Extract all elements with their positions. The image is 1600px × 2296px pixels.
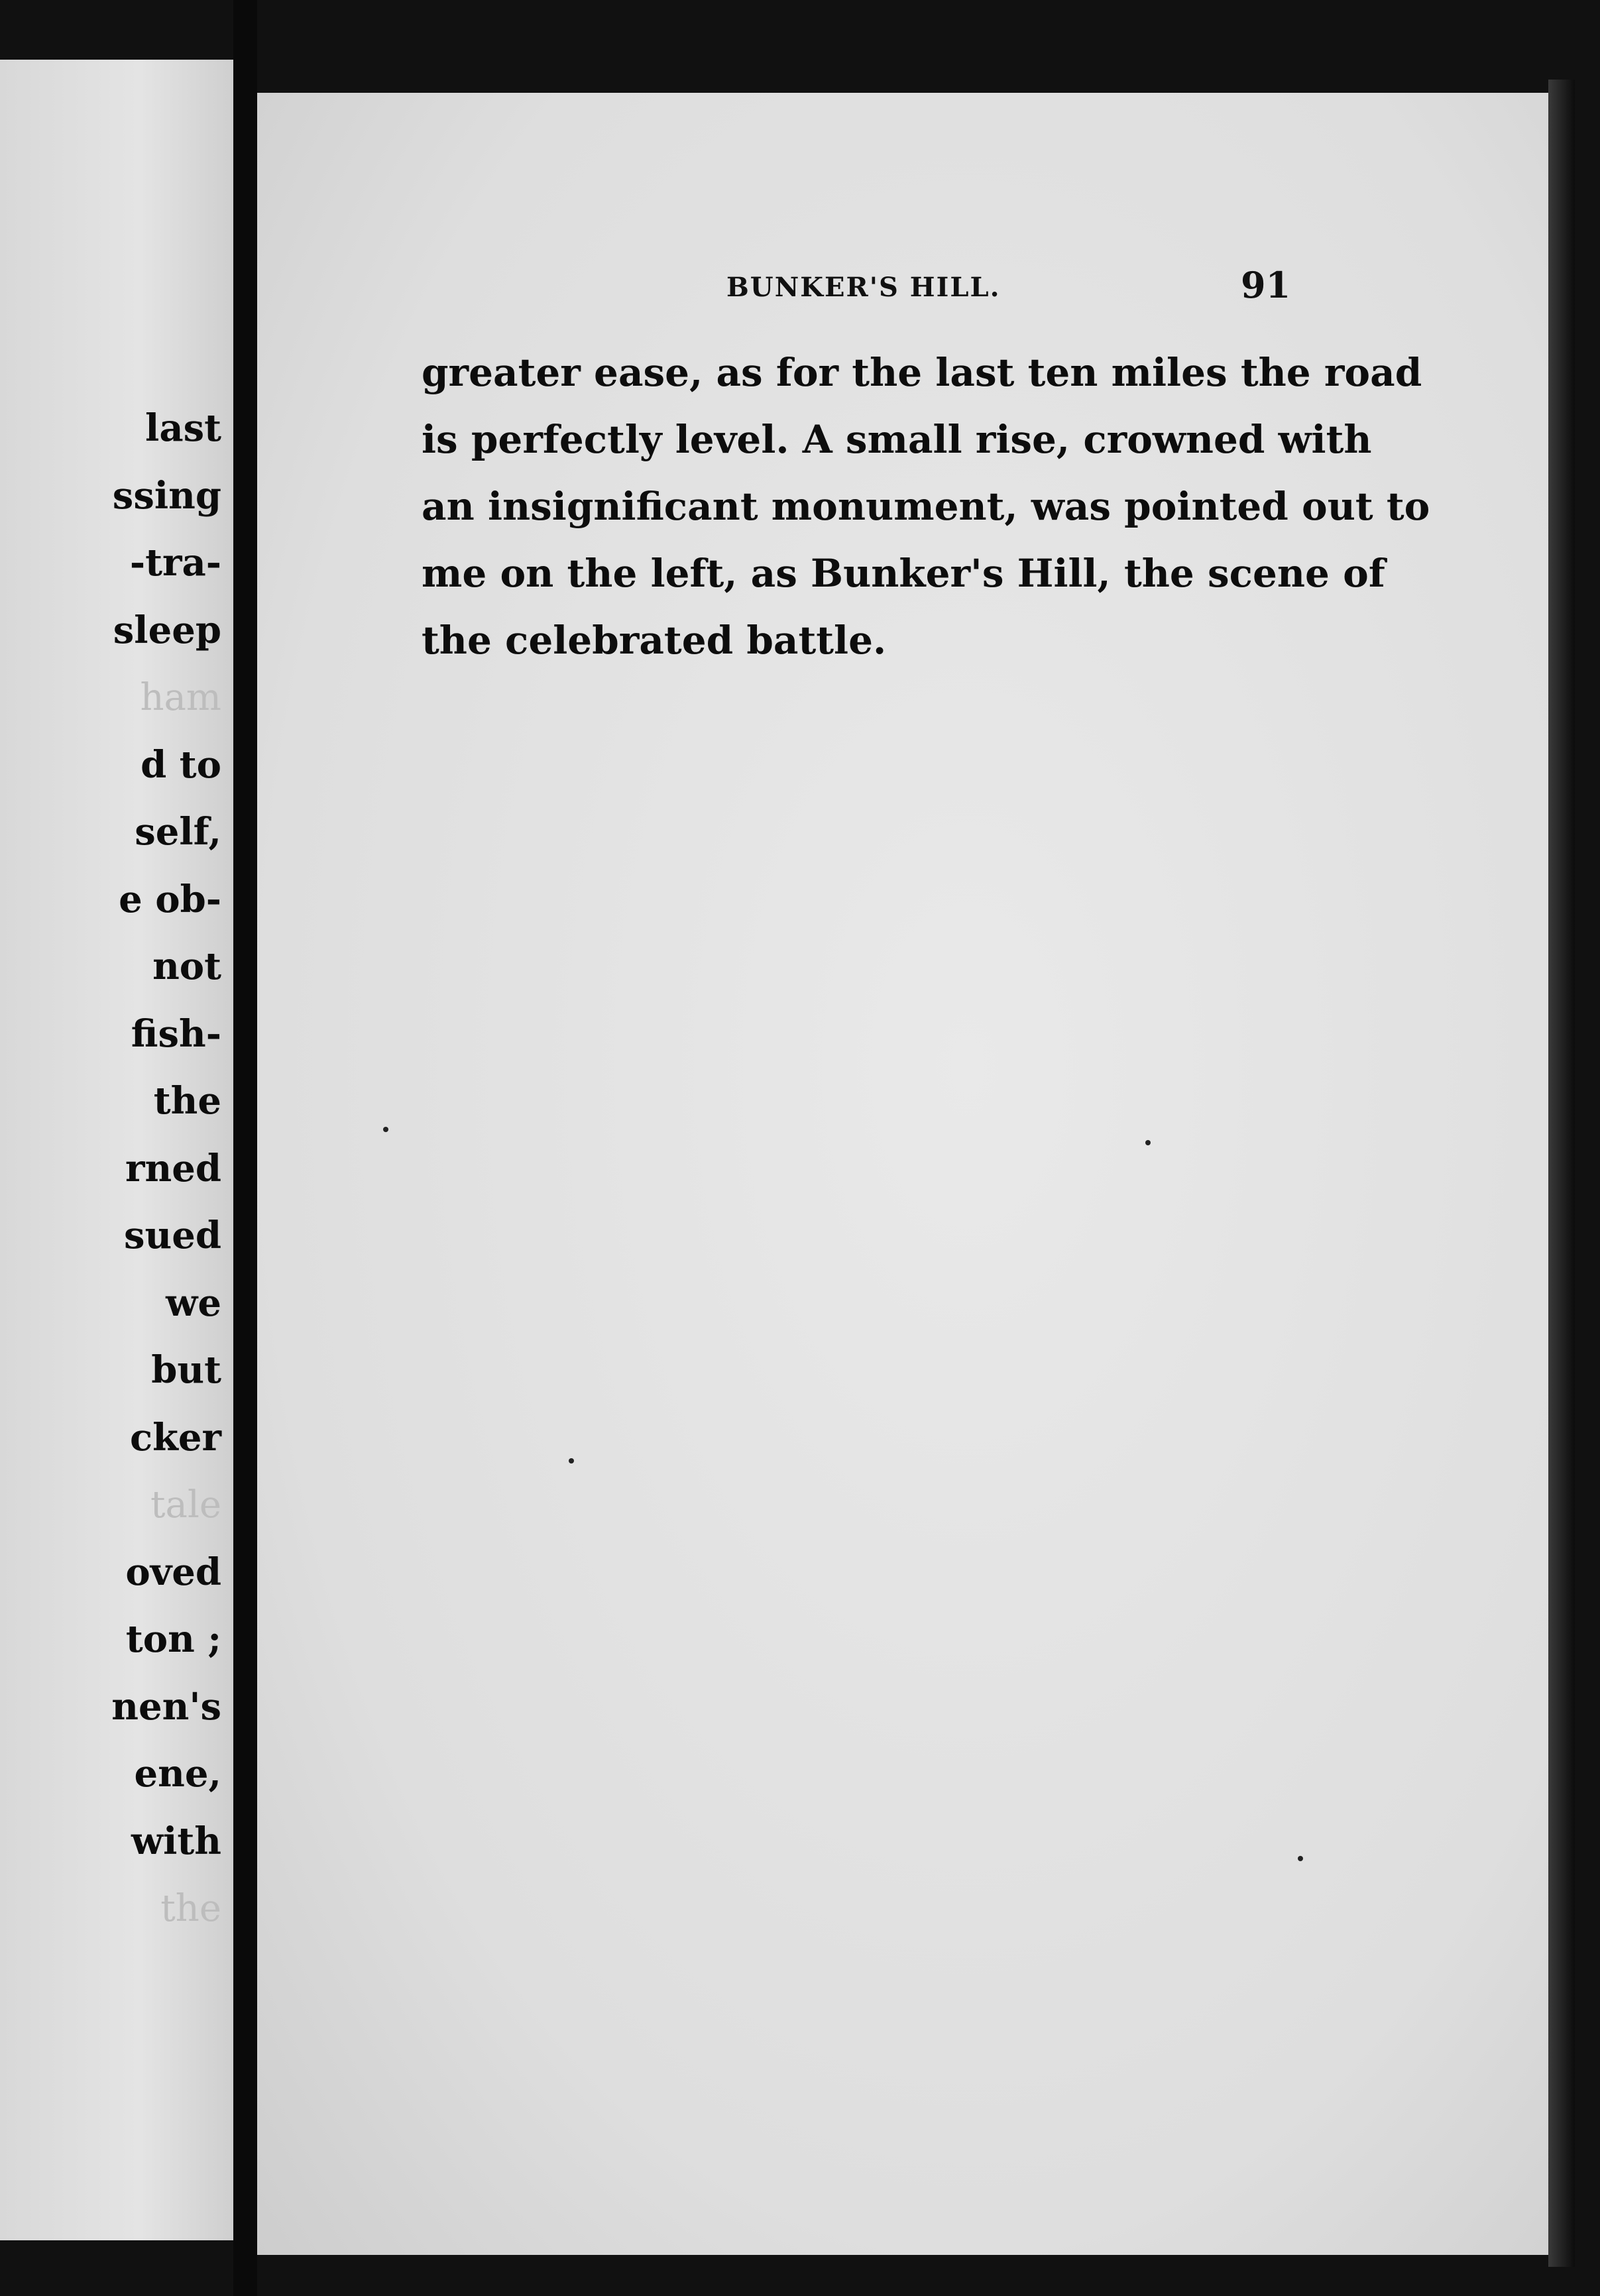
left-line: nen's [111, 1684, 221, 1729]
left-line: ene, [134, 1752, 221, 1796]
left-facing-page [0, 60, 233, 2240]
left-line: d to [141, 742, 221, 787]
left-line: ham [140, 676, 221, 719]
left-line: sleep [113, 608, 221, 652]
left-line: e ob- [119, 877, 221, 921]
left-line: but [151, 1348, 221, 1392]
running-head: BUNKER'S HILL. [726, 272, 1001, 303]
text-line: the celebrated battle. [422, 618, 887, 663]
left-page-text [111, 395, 221, 1943]
body-paragraph [422, 339, 1430, 674]
page-edge-shadow [1548, 80, 1575, 2267]
left-line: not [152, 945, 221, 988]
text-line: is perfectly level. A small rise, crowned with [422, 417, 1372, 462]
left-line: ssing [112, 473, 221, 518]
left-line: cker [129, 1415, 221, 1460]
left-line: we [166, 1281, 221, 1325]
left-line: sued [123, 1214, 221, 1257]
left-line: last [145, 406, 221, 450]
text-line: greater ease, as for the last ten miles the road [422, 350, 1422, 395]
left-line: the [153, 1079, 221, 1123]
left-line: rned [125, 1146, 221, 1190]
left-line: oved [125, 1550, 221, 1594]
left-line: ton ; [125, 1617, 221, 1661]
left-line: the [160, 1887, 221, 1930]
book-gutter [233, 0, 257, 2296]
left-line: self, [135, 810, 221, 854]
left-line: with [131, 1819, 221, 1863]
text-line: an insignificant monument, was pointed out to [422, 484, 1430, 529]
page-number: 91 [1241, 264, 1291, 306]
text-line: me on the left, as Bunker's Hill, the scene of [422, 551, 1385, 596]
left-line: fish- [131, 1011, 221, 1056]
left-line: tale [150, 1483, 221, 1526]
left-line: -tra- [129, 541, 221, 585]
